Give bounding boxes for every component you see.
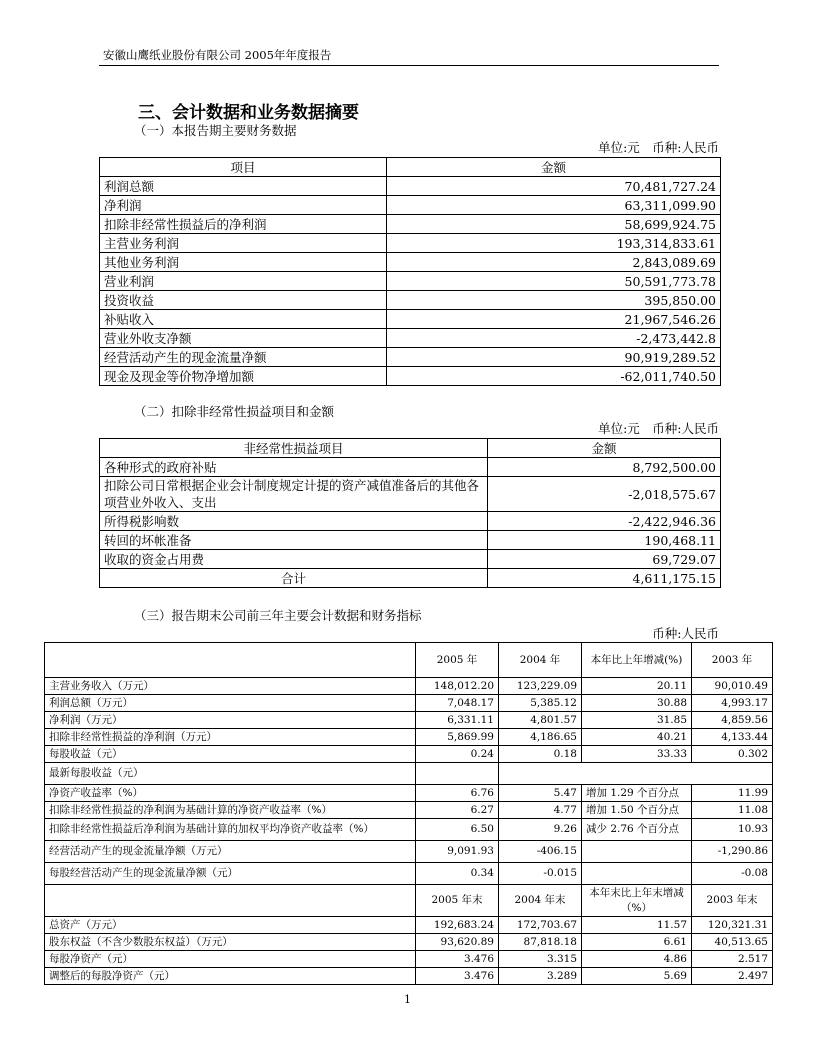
- table-cell: 利润总额（万元）: [45, 695, 416, 712]
- table1-unit: 单位:元 币种:人民币: [598, 140, 719, 155]
- table-cell: 69,729.07: [488, 550, 721, 569]
- table-cell: 营业利润: [100, 272, 387, 291]
- table-cell: 58,699,924.75: [387, 215, 721, 234]
- table-row: [100, 477, 721, 512]
- table-cell: 增加 1.29 个百分点: [582, 785, 692, 802]
- table-cell: 11.99: [692, 785, 773, 802]
- table-header-row: [45, 643, 773, 678]
- table-row: [45, 863, 773, 885]
- table-row: [100, 550, 721, 569]
- table-cell: 每股经营活动产生的现金流量净额（元）: [45, 863, 416, 885]
- table-cell: 营业外收支净额: [100, 329, 387, 348]
- table-cell: 30.88: [582, 695, 692, 712]
- table-cell: 每股净资产（元）: [45, 951, 416, 968]
- table-row: [100, 215, 721, 234]
- section-title: 三、会计数据和业务数据摘要: [138, 103, 359, 123]
- table-row: [100, 512, 721, 531]
- table-cell: 4,611,175.15: [488, 569, 721, 588]
- table-row: [100, 367, 721, 386]
- table-cell: 3.289: [499, 968, 582, 985]
- table-cell: 扣除非经常性损益的净利润为基础计算的净资产收益率（%）: [45, 802, 416, 819]
- table-cell: 经营活动产生的现金流量净额（万元）: [45, 841, 416, 863]
- table-cell: 4,801.57: [499, 712, 582, 729]
- table-cell: 2004 年: [499, 643, 582, 678]
- table-cell: 减少 2.76 个百分点: [582, 819, 692, 841]
- table-cell: 5,385.12: [499, 695, 582, 712]
- table-cell: 0.24: [416, 746, 499, 763]
- table-cell: 金额: [387, 158, 721, 177]
- table-cell: 净利润（万元）: [45, 712, 416, 729]
- table-row: [45, 729, 773, 746]
- table-cell: 增加 1.50 个百分点: [582, 802, 692, 819]
- table-cell: 转回的坏帐准备: [100, 531, 488, 550]
- table-cell: 0.18: [499, 746, 582, 763]
- table-cell: 4,186.65: [499, 729, 582, 746]
- table-row: [45, 968, 773, 985]
- table-row: [100, 531, 721, 550]
- table-header-row: [45, 885, 773, 917]
- table-cell: 经营活动产生的现金流量净额: [100, 348, 387, 367]
- table-row: [100, 348, 721, 367]
- table3-unit: 币种:人民币: [652, 626, 719, 641]
- table-cell: 5.69: [582, 968, 692, 985]
- table-cell: 8,792,500.00: [488, 458, 721, 477]
- table2-subtitle: （二）扣除非经常性损益项目和金额: [134, 404, 335, 419]
- table1-subtitle: （一）本报告期主要财务数据: [134, 123, 297, 138]
- table-cell: 10.93: [692, 819, 773, 841]
- table-cell: 3.476: [416, 968, 499, 985]
- table-cell: 4,859.56: [692, 712, 773, 729]
- table-cell: 33.33: [582, 746, 692, 763]
- table-cell: 2003 年末: [692, 885, 773, 917]
- table-cell: 9,091.93: [416, 841, 499, 863]
- table-cell: 3.476: [416, 951, 499, 968]
- table-cell: -0.015: [499, 863, 582, 885]
- table-cell: -2,422,946.36: [488, 512, 721, 531]
- table-row: [45, 841, 773, 863]
- three-year-indicators-table: [44, 642, 773, 985]
- table-cell: 120,321.31: [692, 917, 773, 934]
- table-cell: 利润总额: [100, 177, 387, 196]
- table-header-row: [100, 158, 721, 177]
- table-cell: 现金及现金等价物净增加额: [100, 367, 387, 386]
- table-cell: 2.517: [692, 951, 773, 968]
- table-row: [45, 712, 773, 729]
- table-cell: 0.34: [416, 863, 499, 885]
- table-cell: 20.11: [582, 678, 692, 695]
- table-cell: [416, 763, 499, 785]
- table-cell: 扣除非经常性损益后的净利润: [100, 215, 387, 234]
- table-cell: 2003 年: [692, 643, 773, 678]
- table-cell: 2005 年: [416, 643, 499, 678]
- table-cell: 123,229.09: [499, 678, 582, 695]
- table-cell: 2004 年末: [499, 885, 582, 917]
- table-cell: 扣除公司日常根据企业会计制度规定计提的资产减值准备后的其他各项营业外收入、支出: [100, 477, 488, 512]
- table-cell: 63,311,099.90: [387, 196, 721, 215]
- table-cell: 调整后的每股净资产（元）: [45, 968, 416, 985]
- table-cell: 93,620.89: [416, 934, 499, 951]
- table-cell: 90,919,289.52: [387, 348, 721, 367]
- table-cell: 主营业务收入（万元）: [45, 678, 416, 695]
- table-cell: 0.302: [692, 746, 773, 763]
- table-cell: 主营业务利润: [100, 234, 387, 253]
- table-cell: [499, 763, 773, 785]
- table-cell: 本年末比上年末增减（%）: [582, 885, 692, 917]
- table-row: [100, 458, 721, 477]
- table-cell: 其他业务利润: [100, 253, 387, 272]
- table3-subtitle: （三）报告期末公司前三年主要会计数据和财务指标: [134, 608, 422, 623]
- table-cell: [45, 885, 416, 917]
- table-cell: [582, 863, 692, 885]
- table-row: [100, 272, 721, 291]
- table-cell: 40.21: [582, 729, 692, 746]
- table-cell: 192,683.24: [416, 917, 499, 934]
- table-cell: 本年比上年增减(%): [582, 643, 692, 678]
- table-cell: 70,481,727.24: [387, 177, 721, 196]
- table-cell: -2,473,442.8: [387, 329, 721, 348]
- table-row: [45, 746, 773, 763]
- table-cell: 6.76: [416, 785, 499, 802]
- table-cell: 合计: [100, 569, 488, 588]
- table-cell: [45, 643, 416, 678]
- table-cell: 4.86: [582, 951, 692, 968]
- table-cell: 最新每股收益（元）: [45, 763, 416, 785]
- table-header-row: [100, 439, 721, 458]
- table-cell: 11.57: [582, 917, 692, 934]
- table-cell: 90,010.49: [692, 678, 773, 695]
- table-cell: 6.27: [416, 802, 499, 819]
- table-row: [100, 196, 721, 215]
- table-cell: [582, 841, 692, 863]
- table-cell: 4.77: [499, 802, 582, 819]
- table-cell: 非经常性损益项目: [100, 439, 488, 458]
- table-row: [45, 934, 773, 951]
- table-cell: 11.08: [692, 802, 773, 819]
- main-financial-table: [99, 157, 721, 386]
- table-row: [45, 763, 773, 785]
- table-row: [45, 678, 773, 695]
- table-cell: 87,818.18: [499, 934, 582, 951]
- table-cell: 4,993.17: [692, 695, 773, 712]
- table-cell: 9.26: [499, 819, 582, 841]
- table-cell: -0.08: [692, 863, 773, 885]
- table-row: [100, 253, 721, 272]
- table-row: [100, 329, 721, 348]
- table-cell: 7,048.17: [416, 695, 499, 712]
- table-cell: 股东权益（不含少数股东权益）（万元）: [45, 934, 416, 951]
- table-row: [100, 291, 721, 310]
- table-cell: 2005 年末: [416, 885, 499, 917]
- table-row: [45, 917, 773, 934]
- table-cell: 5,869.99: [416, 729, 499, 746]
- table-cell: 所得税影响数: [100, 512, 488, 531]
- page-number: 1: [404, 993, 411, 1006]
- table-cell: 2.497: [692, 968, 773, 985]
- table-cell: 40,513.65: [692, 934, 773, 951]
- table-cell: -1,290.86: [692, 841, 773, 863]
- table-cell: 50,591,773.78: [387, 272, 721, 291]
- table-cell: 每股收益（元）: [45, 746, 416, 763]
- table-cell: 6.50: [416, 819, 499, 841]
- table-row: [45, 802, 773, 819]
- table-cell: 项目: [100, 158, 387, 177]
- table-row: [100, 310, 721, 329]
- table-row: [45, 785, 773, 802]
- table-cell: 投资收益: [100, 291, 387, 310]
- table-cell: 收取的资金占用费: [100, 550, 488, 569]
- table-cell: 总资产（万元）: [45, 917, 416, 934]
- table-cell: 补贴收入: [100, 310, 387, 329]
- table-row: [100, 177, 721, 196]
- table-cell: 金额: [488, 439, 721, 458]
- table-cell: 净资产收益率（%）: [45, 785, 416, 802]
- table-cell: 5.47: [499, 785, 582, 802]
- running-header: 安徽山鹰纸业股份有限公司 2005年年度报告: [103, 48, 332, 62]
- table-cell: 172,703.67: [499, 917, 582, 934]
- table2-unit: 单位:元 币种:人民币: [598, 421, 719, 436]
- table-cell: 6,331.11: [416, 712, 499, 729]
- table-cell: -2,018,575.67: [488, 477, 721, 512]
- table-cell: 21,967,546.26: [387, 310, 721, 329]
- table-cell: 扣除非经常性损益的净利润（万元）: [45, 729, 416, 746]
- non-recurring-items-table: [99, 438, 721, 588]
- table-cell: 扣除非经常性损益后净利润为基础计算的加权平均净资产收益率（%）: [45, 819, 416, 841]
- table-cell: 190,468.11: [488, 531, 721, 550]
- table-cell: 31.85: [582, 712, 692, 729]
- header-divider: [99, 65, 719, 66]
- table-row: [45, 695, 773, 712]
- table-cell: 3.315: [499, 951, 582, 968]
- table-total-row: [100, 569, 721, 588]
- table-row: [45, 951, 773, 968]
- table-cell: 4,133.44: [692, 729, 773, 746]
- table-cell: 2,843,089.69: [387, 253, 721, 272]
- table-cell: 各种形式的政府补贴: [100, 458, 488, 477]
- table-cell: 193,314,833.61: [387, 234, 721, 253]
- table-cell: -406.15: [499, 841, 582, 863]
- table-row: [100, 234, 721, 253]
- table-cell: 395,850.00: [387, 291, 721, 310]
- table-cell: 6.61: [582, 934, 692, 951]
- table-cell: 148,012.20: [416, 678, 499, 695]
- table-cell: 净利润: [100, 196, 387, 215]
- table-row: [45, 819, 773, 841]
- table-cell: -62,011,740.50: [387, 367, 721, 386]
